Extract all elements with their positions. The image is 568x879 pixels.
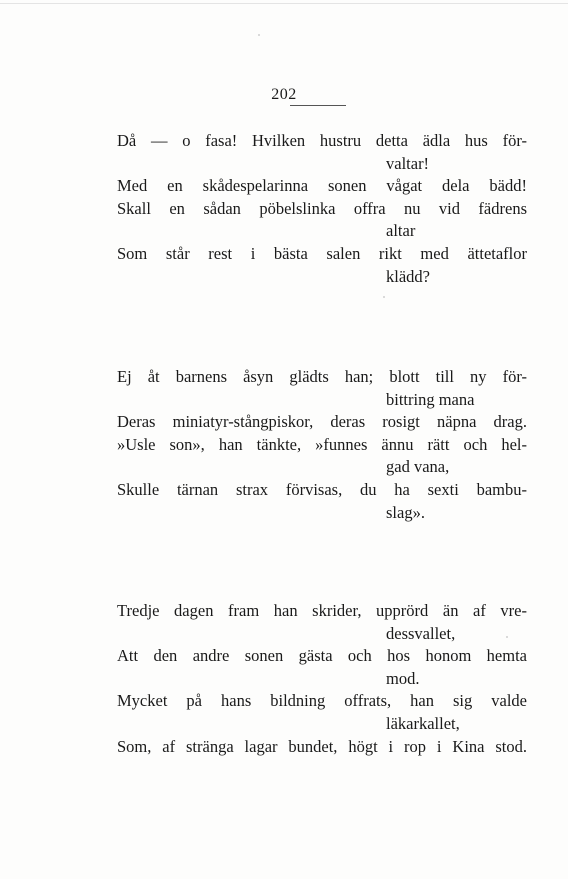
- verse-line: Med en skådespelarinna sonen vågat dela bädd!: [117, 176, 527, 196]
- verse-line: Som står rest i bästa salen rikt med ättetaflor: [117, 243, 527, 263]
- verse-line: Mycket på hans bildning offrats, han sig valde: [117, 691, 527, 711]
- verse-line: Tredje dagen fram han skrider, upprörd än af vre-: [117, 601, 527, 620]
- verse-line-continuation: klädd?: [386, 266, 430, 286]
- verse-line: Att den andre sonen gästa och hos honom hemta: [117, 646, 527, 666]
- paper-speck: [383, 296, 385, 298]
- verse-line: Skulle tärnan strax förvisas, du ha sexti bambu-: [117, 479, 527, 499]
- verse-line-continuation: mod.: [386, 668, 420, 688]
- verse-line: Ej åt barnens åsyn glädts han; blott till ny för-: [117, 367, 527, 386]
- verse-line: Som, af stränga lagar bundet, högt i rop i Kina stod.: [117, 736, 527, 756]
- verse-line-continuation: läkarkallet,: [386, 713, 460, 733]
- verse-line: Då — o fasa! Hvilken hustru detta ädla hus för-: [117, 131, 527, 150]
- verse-line-continuation: bittring mana: [386, 389, 475, 409]
- page-number-underline: [290, 105, 346, 106]
- page-top-edge: [0, 3, 568, 4]
- stanza-2: [117, 366, 527, 524]
- stanza-1: [117, 130, 527, 288]
- verse-line: Skall en sådan pöbelslinka offra nu vid fädrens: [117, 198, 527, 218]
- verse-line-continuation: altar: [386, 221, 416, 241]
- paper-speck: [506, 636, 508, 638]
- stanza-3: [117, 600, 527, 758]
- verse-line-continuation: slag».: [386, 502, 425, 522]
- verse-line-continuation: gad vana,: [386, 457, 450, 477]
- verse-line-continuation: dessvallet,: [386, 623, 456, 643]
- paper-speck: [258, 34, 260, 36]
- page-number: 202: [271, 86, 297, 103]
- verse-line: Deras miniatyr-stångpiskor, deras rosigt näpna drag.: [117, 412, 527, 432]
- verse-line-continuation: valtar!: [386, 153, 430, 173]
- verse-line: »Usle son», han tänkte, »funnes ännu rätt och hel-: [117, 434, 527, 454]
